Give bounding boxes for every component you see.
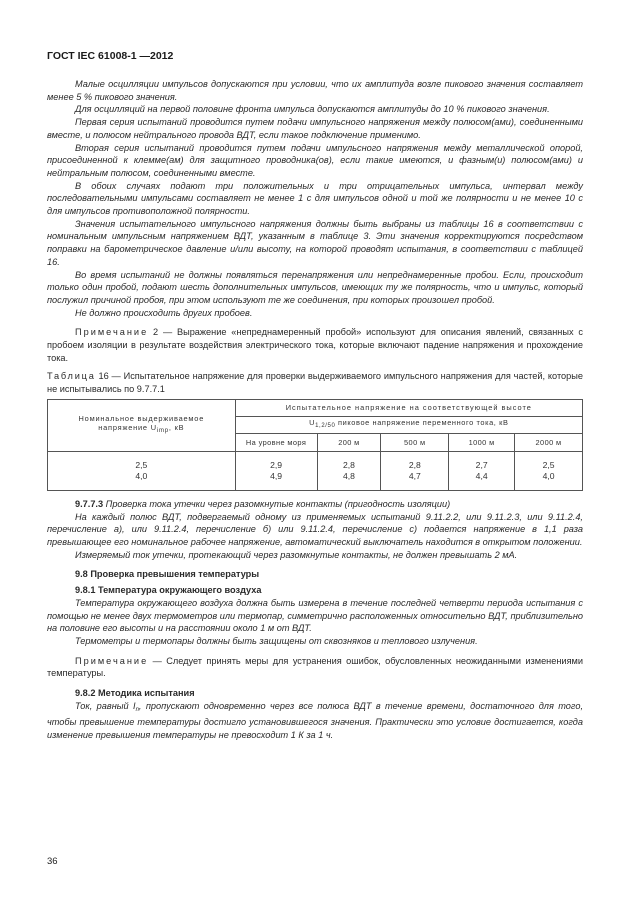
paragraph: Температура окружающего воздуха должна быть измерена в течение последней четверти периода испытания с помощью не менее двух термометров или термопар, симметрично расположенных относительно ВДТ, приблизительно на половине его высоты и на расстоянии около 1 м от ВДТ. <box>47 597 583 634</box>
cell-value: 2,7 4,4 <box>449 451 515 490</box>
sub-header: $U_{1,2/50}$ пиковое напряжение переменного тока, кВ <box>235 416 582 433</box>
note-text: — Следует принять меры для устранения ошибок, обусловленных неожиданными изменениями температуры. <box>47 655 583 679</box>
document-header: ГОСТ IEC 61008-1 —2012 <box>47 50 174 62</box>
note-label: Примечание <box>75 655 149 666</box>
column-header: 1000 м <box>449 433 515 451</box>
paragraph: Для осцилляций на первой половине фронта импульса допускаются амплитуды до 10 % пикового значения. <box>75 104 550 115</box>
table-caption-label: Таблица <box>47 371 96 382</box>
cell-value: 2,8 4,7 <box>381 451 449 490</box>
paragraph: Малые осцилляции импульсов допускаются при условии, что их амплитуда возле пикового значения составляет менее 5 % пикового значения. <box>47 79 583 102</box>
table-row <box>48 451 583 490</box>
paragraph: Ток, равный $I_n$, пропускают одновременно через все полюса ВДТ в течение времени, достаточного для того, чтобы превышение температуры достигло установившегося значения. Практически это условие достигается, когда изменение превышения температуры не превосходит 1 К за 1 ч. <box>47 700 584 741</box>
section-982-heading: 9.8.2 Методика испытания <box>75 688 195 699</box>
table-caption <box>47 370 583 395</box>
note-temperature <box>47 655 583 680</box>
table-16 <box>47 399 583 491</box>
cell-value: 2,5 4,0 <box>515 451 583 490</box>
row-header-cell <box>48 399 236 451</box>
table-caption-text: 16 — Испытательное напряжение для проверки выдерживаемого импульсного напряжения для частей, которые не испытывались по 9.7.7.1 <box>47 371 583 395</box>
page-number: 36 <box>47 856 58 867</box>
paragraph: На каждый полюс ВДТ, подвергаемый одному из применяемых испытаний 9.11.2.2, или 9.11.2.3, или 9.11.2.4, перечисление а), или 9.11.2.4, перечисление б) или 9.11.2.4, перечисление с) подается напряжение в 1,1 раза превышающее его номинальное рабочее напряжение, автоматический выключатель находится в открытом положении. <box>47 511 583 547</box>
cell-value: 2,9 4,9 <box>235 451 317 490</box>
column-header: 2000 м <box>515 433 583 451</box>
note-text: 2 — Выражение «непреднамеренный пробой» используют для описания явлений, связанных с пробоем изоляции в результате воздействия электрического тока, которые включают падение напряжения и прохождение тока. <box>47 327 583 363</box>
section-98-heading: 9.8 Проверка превышения температуры <box>75 569 260 580</box>
paragraph: Термометры и термопары должны быть защищены от сквозняков и теплового излучения. <box>75 635 478 646</box>
paragraph: Первая серия испытаний проводится путем подачи импульсного напряжения между полюсом(ами), соединенными вместе, и полюсом нейтрального провода ВДТ, если такое подключение применимо. <box>47 117 583 140</box>
note-label: Примечание <box>75 327 149 338</box>
row-header-unit: , кВ <box>168 423 185 433</box>
row-header-line2: напряжение U <box>98 423 157 433</box>
document-body <box>47 78 583 742</box>
row-header-sub: imp <box>156 428 169 435</box>
note-2 <box>47 326 583 364</box>
column-header: На уровне моря <box>235 433 317 451</box>
section-981-heading: 9.8.1 Температура окружающего воздуха <box>75 585 262 596</box>
paragraph: Измеряемый ток утечки, протекающий через разомкнутые контакты, не должен превышать 2 мА. <box>75 549 518 560</box>
paragraph: Вторая серия испытаний проводится путем подачи импульсного напряжения между металлической опорой, присоединенной к клемме(ам) для защитного проводника(ов), если такие имеются, и фазным(и) полюсом(ами) и нейтральным полюсом, соединенными вместе. <box>47 142 583 178</box>
paragraph: В обоих случаях подают три положительных и три отрицательных импульса, интервал между последовательными импульсами составляет не менее 1 с для импульсов одной и той же полярности и не менее 10 с для импульсов противоположной полярности. <box>47 180 583 217</box>
cell-value: 2,8 4,8 <box>317 451 381 490</box>
paragraph: Не должно происходить других пробоев. <box>75 307 253 318</box>
cell-nominal: 2,5 4,0 <box>48 451 236 490</box>
column-header: 200 м <box>317 433 381 451</box>
span-header: Испытательное напряжение на соответствующей высоте <box>235 399 582 416</box>
section-9773-title: 9.7.7.3 Проверка тока утечки через разомкнутые контакты (пригодность изоляции) <box>75 498 451 509</box>
row-header-line1: Номинальное выдерживаемое <box>78 413 205 423</box>
paragraph: Во время испытаний не должны появляться перенапряжения или непреднамеренные пробои. Если, происходит только один пробой, подают шесть дополнительных импульсов, имеющих ту же полярность, что и импульс, который послужил причиной пробоя, при этом используют те же соединения, при которых произошел пробой. <box>47 269 583 305</box>
column-header: 500 м <box>381 433 449 451</box>
paragraph: Значения испытательного импульсного напряжения должны быть выбраны из таблицы 16 в соответствии с номинальным импульсным напряжением ВДТ, указанным в таблице 3. Эти значения корректируются посредством поправки на барометрическое давление и/или высоту, на которой проводят испытания, в соответствии с таблицей 16. <box>47 218 583 267</box>
